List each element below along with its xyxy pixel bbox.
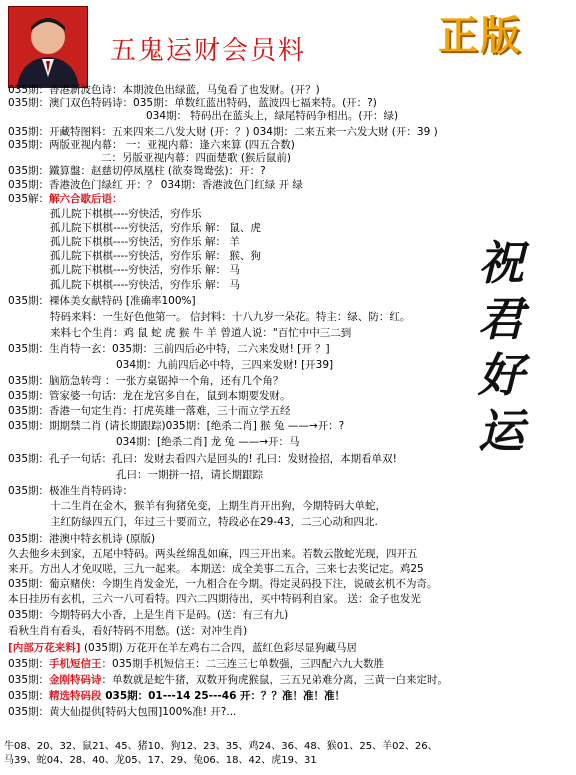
content-line: 035期：开藏特图料：五来四来二八发大财 (开：？) 034期：二来五来一六发大财 (开：39 ): [8, 126, 438, 138]
content-line: 035期：香港一句定生肖：打虎英雄一落难，三十而立学五经: [8, 405, 291, 417]
content-line: 035期：期期禁二肖 (请长期跟踪)035期：[绝杀二肖] 猴 兔 ——→开：?: [8, 420, 345, 432]
content-line: 035期：极准生肖特码诗：: [8, 485, 134, 497]
portrait-photo: [8, 6, 88, 88]
number-row: 马39、蛇04、28、40、龙05、17、29、兔06、18、42、虎19、31: [4, 755, 317, 766]
content-line: 孤儿院下棋棋----穷快活，穷作乐 解： 猴、狗: [50, 250, 261, 262]
content-line: [内部万花来料] (035期) 万花开在羊左鸡右二合四，蓝红色彩尽显狗藏马居: [8, 642, 358, 654]
number-row: 牛08、20、32、鼠21、45、猪10、狗12、23、35、鸡24、36、48、猴01、25、羊02、26、: [4, 741, 438, 752]
content-line: 十二生肖在金木，猴羊有狗猪免变，上期生肖开出狗，今期特码大单蛇，: [50, 500, 386, 512]
content-line: 孤儿院下棋棋----穷快活，穷作乐 解： 马: [50, 264, 240, 276]
content-line: 主红防绿四五门，年过三十要而立，特段必在29-43，二三心动和四北.: [50, 516, 378, 528]
genuine-badge: 正版: [438, 13, 522, 59]
content-line: 035期：黄大仙提供[特码大包围]100%准! 开?...: [8, 706, 237, 718]
content-line: 034期：[绝杀二肖] 龙 兔 ——→开：马: [116, 436, 300, 448]
content-line: 孔曰：一期拼一招，请长期跟踪: [116, 469, 263, 481]
content-line: 035期：精选特码段 035期：01---14 25---46 开：？？准！准！准！: [8, 690, 346, 702]
content-line: 035期：香港新波色诗：本期波色出绿蓝，马兔看了也发财。(开？): [8, 84, 320, 96]
content-line: 孤儿院下棋棋----穷快活，穷作乐 解： 马: [50, 279, 240, 291]
content-line: 035期：金刚特码诗：单数就是蛇牛猪，双数开狗虎猴鼠，三五兄弟难分离，三黄一白来定时。: [8, 674, 449, 686]
content-line: 本日挂历有玄机，三六一八可看特。四六二四期待出，买中特码利自家。 送：金子也发光: [8, 593, 421, 605]
content-line: 035期：两版亚视内幕： 一：亚视内幕：逢六来算 (四五合数): [8, 139, 295, 151]
content-line: 035期：鐵算盤：赵慈切停凤凰柱 (欲奏鸳鸯弦)：开：?: [8, 165, 266, 177]
content-line: 035期：脑筋急转弯 ：一张方桌锯掉一个角，还有几个角？: [8, 375, 284, 387]
content-line: 035期：今期特码大小香，上是生肖下是码。(送：有三有九): [8, 609, 289, 621]
content-line: 035期：葡京赌侠：今期生肖发金光，一九相合在今期。得定灵码投下注，说破玄机不为奇。: [8, 578, 438, 590]
content-line: 035解：解六合歇后语：: [8, 193, 123, 205]
page-title: 五鬼运财会员料: [110, 36, 307, 66]
content-line: 孤儿院下棋棋----穷快活，穷作乐 解： 鼠、虎: [50, 222, 261, 234]
content-line: 特码来料：一生好色他第一。 信封料：十八九岁一朵花。特主：绿、防：红。: [50, 311, 411, 323]
content-line: 035期：手机短信王：035期手机短信王：二三连三七单数强，三四配六九大数胜: [8, 658, 385, 670]
content-line: 035期：管家婆一句话：龙在龙宫多自在，鼠到本期要发财。: [8, 390, 291, 402]
content-line: 035期：香港波色门绿红 开：？ 034期：香港波色门红绿 开 绿: [8, 179, 303, 191]
content-line: 久去他乡未到家，五尾中特码。两头丝绵乱如麻，四三开出来。若数云散蛇光现，四开五: [8, 548, 418, 560]
content-line: 来开。方出人才免叹嗟，三九一起来。 本期送：成全美事二五合，三来七去奖记定。鸡25: [8, 563, 424, 575]
content-line: 035期：生肖特一玄：035期：三前四后必中特，二六来发财! [开 ？]: [8, 343, 330, 355]
content-line: 035期：裸体美女献特码 [准确率100%]: [8, 295, 196, 307]
good-luck-calligraphy: 祝君好运: [478, 236, 524, 458]
content-line: 孤儿院下棋棋----穷快活，穷作乐: [50, 208, 202, 220]
content-line: 034期： 特码出在蓝头上，绿尾特码争相出。(开：绿): [146, 110, 399, 122]
content-line: 孤儿院下棋棋----穷快活，穷作乐 解： 羊: [50, 236, 240, 248]
content-line: 看秋生肖有看头，看好特码不用愁。(送：对冲生肖): [8, 625, 248, 637]
content-line: 035期：港澳中特玄机诗 (原版): [8, 533, 156, 545]
content-line: 来料七个生肖：鸡 鼠 蛇 虎 猴 牛 羊 曾道人说："百忙中中三二到: [50, 327, 352, 339]
content-line: 034期：九前四后必中特，三四来发财! [开39]: [116, 359, 334, 371]
content-line: 035期：澳门双色特码诗：035期：单数红蓝出特码，蓝波四七福来特。(开：?): [8, 97, 377, 109]
content-line: 二：另版亚视内幕：四面楚歌 (猴后鼠前): [101, 152, 292, 164]
content-line: 035期：孔子一句话：孔曰：发财去看四六是回头的! 孔曰：发财捡招，本期看单双!: [8, 453, 397, 465]
